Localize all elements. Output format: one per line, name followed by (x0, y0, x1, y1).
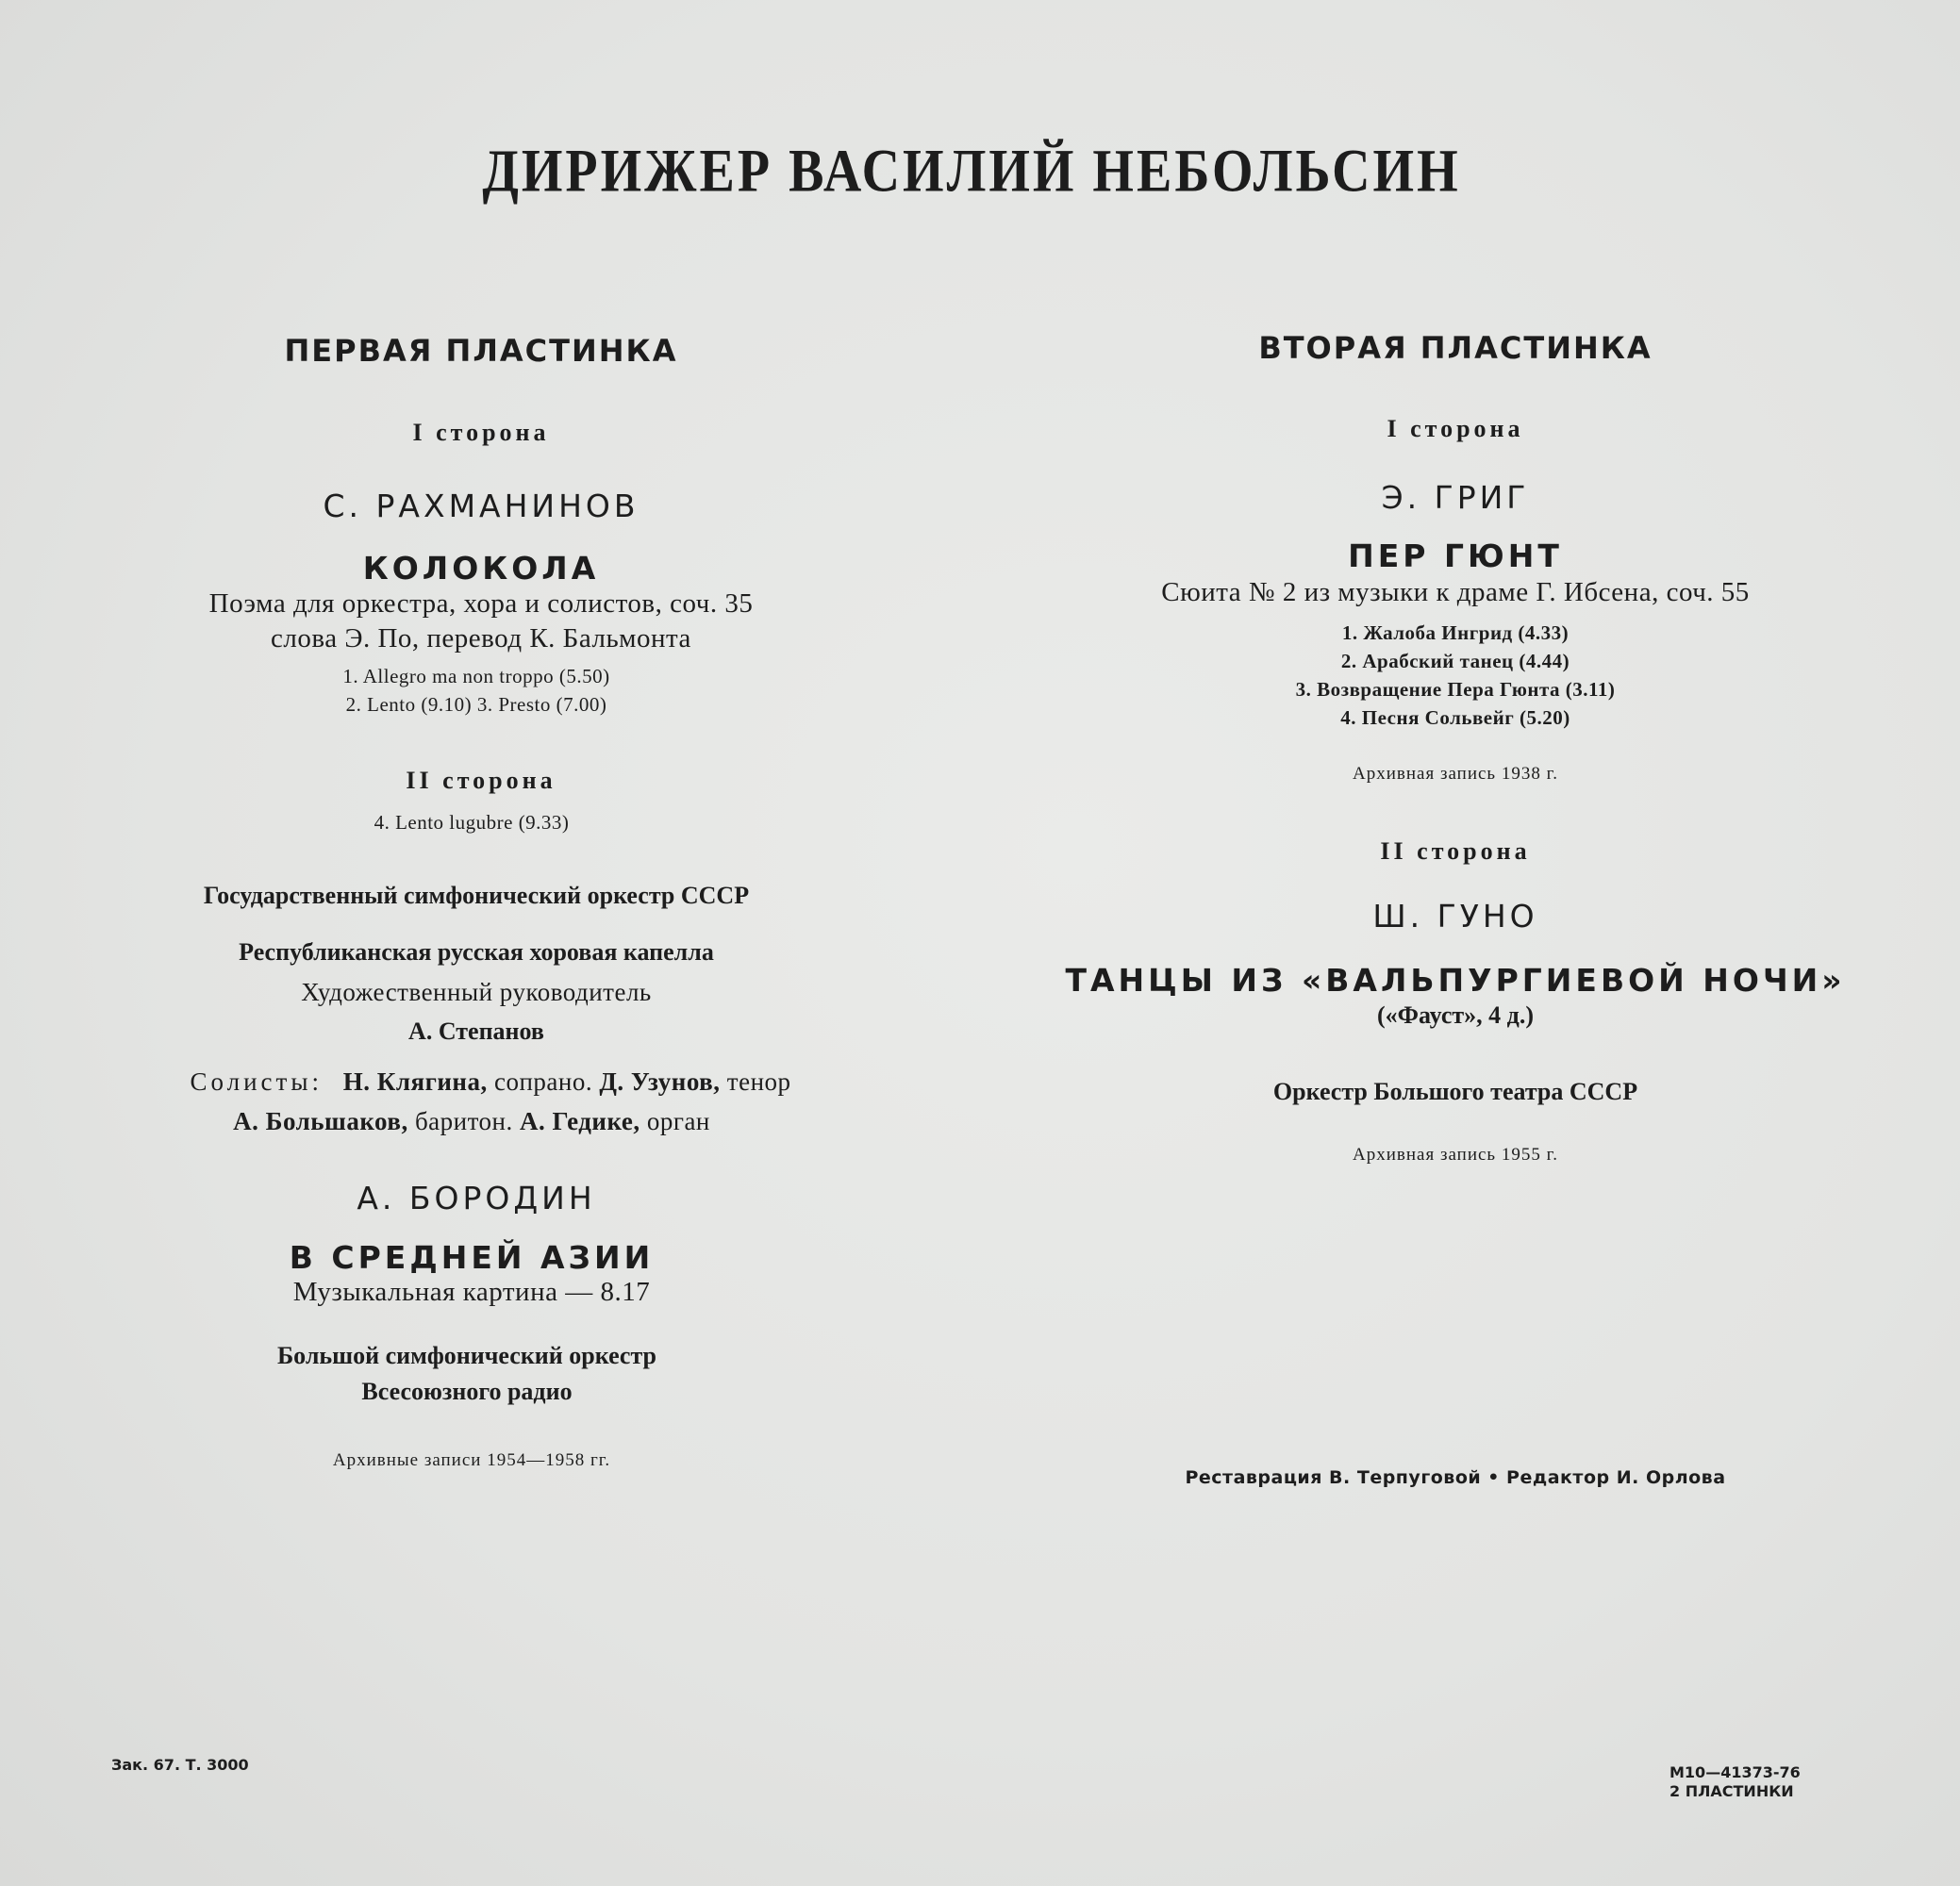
performer-orchestra: Всесоюзного радио (361, 1378, 573, 1405)
side-label: II сторона (1380, 837, 1531, 865)
soloist-voice: тенор (726, 1067, 791, 1096)
performer-orchestra: Оркестр Большого театра СССР (1272, 1078, 1638, 1105)
soloist-voice: орган (646, 1107, 710, 1135)
work-title: ТАНЦЫ ИЗ «ВАЛЬПУРГИЕВОЙ НОЧИ» (1065, 962, 1846, 999)
work-description: Музыкальная картина — 8.17 (292, 1277, 651, 1307)
composer-name: А. БОРОДИН (357, 1180, 596, 1216)
soloists-line (190, 1067, 790, 1097)
side-label: I сторона (412, 419, 550, 446)
disc-count: 2 ПЛАСТИНКИ (1669, 1782, 1794, 1800)
work-title: КОЛОКОЛА (362, 550, 600, 587)
soloist-name: Д. Узунов, (599, 1067, 721, 1096)
performer-choir: Республиканская русская хоровая капелла (239, 938, 714, 966)
work-description: слова Э. По, перевод К. Бальмонта (271, 623, 691, 653)
page-title: ДИРИЖЕР ВАСИЛИЙ НЕБОЛЬСИН (482, 138, 1461, 206)
composer-name: С. РАХМАНИНОВ (323, 488, 639, 524)
track-item: 3. Возвращение Пера Гюнта (3.11) (1295, 678, 1616, 701)
work-description: Поэма для оркестра, хора и солистов, соч. 35 (208, 588, 754, 619)
track-item: 1. Жалоба Ингрид (4.33) (1341, 621, 1570, 644)
soloist-voice: сопрано. (493, 1067, 593, 1096)
work-description: Сюита № 2 из музыки к драме Г. Ибсена, соч. 55 (1161, 577, 1750, 607)
performer-name: А. Степанов (408, 1017, 544, 1045)
order-number: Зак. 67. Т. 3000 (111, 1756, 249, 1774)
track-item: 4. Песня Сольвейг (5.20) (1340, 706, 1570, 729)
soloist-name: Н. Клягина, (342, 1067, 488, 1096)
work-title: ПЕР ГЮНТ (1348, 538, 1563, 574)
track-item: 4. Lento lugubre (9.33) (374, 811, 570, 834)
record-heading-second: ВТОРАЯ ПЛАСТИНКА (1258, 330, 1653, 366)
performer-orchestra: Большой симфонический оркестр (276, 1342, 657, 1369)
catalog-number: М10—41373-76 (1669, 1763, 1801, 1781)
archive-note: Архивная запись 1938 г. (1353, 764, 1558, 784)
credits-line: Реставрация В. Терпуговой • Редактор И. Орлова (1185, 1467, 1726, 1488)
track-item: 2. Арабский танец (4.44) (1340, 650, 1570, 672)
side-label: II сторона (406, 767, 556, 794)
archive-note: Архивная запись 1955 г. (1353, 1145, 1558, 1165)
performer-orchestra: Государственный симфонический оркестр СССР (203, 882, 750, 909)
work-subtitle: («Фауст», 4 д.) (1377, 1001, 1534, 1029)
composer-name: Э. ГРИГ (1381, 479, 1530, 516)
soloist-voice: баритон. (414, 1107, 513, 1135)
performer-role: Художественный руководитель (301, 978, 652, 1006)
work-title: В СРЕДНЕЙ АЗИИ (289, 1239, 655, 1276)
soloist-name: А. Гедике, (520, 1107, 640, 1135)
side-label: I сторона (1387, 415, 1524, 442)
soloists-line (233, 1107, 710, 1136)
composer-name: Ш. ГУНО (1372, 898, 1538, 935)
record-heading-first: ПЕРВАЯ ПЛАСТИНКА (284, 333, 678, 369)
track-item: 2. Lento (9.10) 3. Presto (7.00) (345, 693, 607, 716)
archive-note: Архивные записи 1954—1958 гг. (332, 1450, 611, 1470)
soloist-name: А. Большаков, (233, 1107, 408, 1135)
soloists-label: Солисты: (190, 1067, 323, 1096)
track-item: 1. Allegro ma non troppo (5.50) (342, 665, 610, 687)
